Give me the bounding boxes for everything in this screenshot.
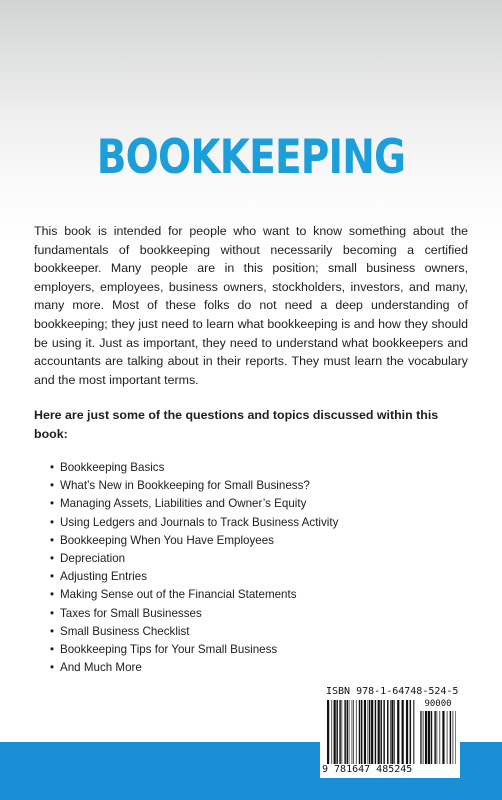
list-item: • Adjusting Entries [50,568,470,586]
list-item: • And Much More [50,659,470,677]
topics-list [50,459,470,677]
list-item: • Managing Assets, Liabilities and Owner’s Equity [50,495,470,513]
bullet-icon: • [50,533,55,547]
bullet-icon: • [50,552,55,566]
bullet-icon: • [50,515,55,529]
list-item: • Bookkeeping When You Have Employees [50,532,470,550]
barcode-digits: 9 781647 485245 [322,764,413,775]
bullet-icon: • [50,570,55,584]
barcode-addon-icon [420,711,456,764]
list-item: • Making Sense out of the Financial Statements [50,586,470,604]
list-item: • Depreciation [50,550,470,568]
bullet-icon: • [50,461,55,474]
book-description: This book is intended for people who want to know something about the fundamentals of bookkeeping without necessarily becoming a certified bookkeeper. Many people are in this position; small business owners, employers, employees, business owners, stockholders, investors, and many, many more. Most of these folks do not need a deep understanding of bookkeeping; they just need to learn what bookkeeping is and how they should be using it. Just as important, they need to understand what bookkeepers and accountants are talking about in their reports. They must learn the vocabulary and the most important terms. [34,224,468,387]
bullet-icon: • [50,606,55,620]
bullet-icon: • [50,643,55,657]
topics-heading: Here are just some of the questions and topics discussed within this book: [34,408,439,441]
list-item: • Small Business Checklist [50,623,470,641]
book-title: BOOKKEEPING [96,130,406,185]
barcode-addon-digits: 90000 [424,699,452,709]
bullet-icon: • [50,588,55,602]
isbn-text: ISBN 978-1-64748-524-5 [326,686,459,697]
list-item: • Using Ledgers and Journals to Track Business Activity [50,514,470,532]
list-item: • Bookkeeping Tips for Your Small Business [50,641,470,659]
bullet-icon: • [50,497,55,511]
barcode-icon [327,700,415,764]
list-item: • Bookkeeping Basics [50,459,470,477]
bullet-icon: • [50,624,55,638]
list-item: • Taxes for Small Businesses [50,605,470,623]
bullet-icon: • [50,661,55,675]
list-item: • What’s New in Bookkeeping for Small Business? [50,477,470,495]
bullet-icon: • [50,479,55,493]
